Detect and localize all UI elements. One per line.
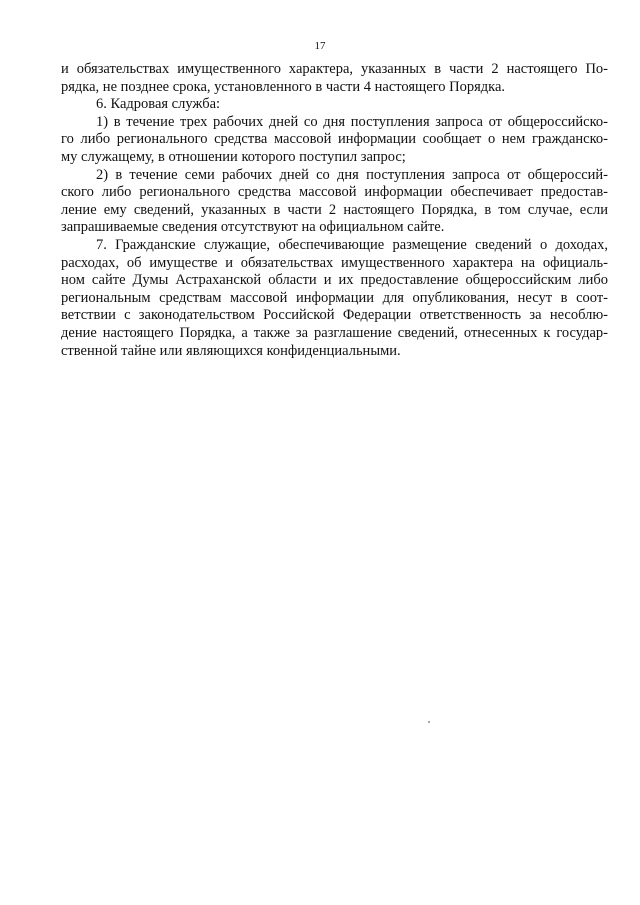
text-line: ственной тайне или являющихся конфиденциальными. [61, 342, 401, 359]
text-line: ветствии с законодательством Российской Федерации ответственность за несоблю- [61, 307, 608, 324]
document-body [61, 61, 608, 360]
text-line: дение настоящего Порядка, а также за разглашение сведений, отнесенных к государ- [61, 324, 608, 341]
text-line: го либо регионального средства массовой информации сообщает о нем гражданско- [61, 131, 608, 148]
text-line: расходах, об имуществе и обязательствах имущественного характера на официаль- [61, 254, 608, 271]
text-line: 1) в течение трех рабочих дней со дня поступления запроса от общероссийско- [96, 113, 608, 130]
text-line: 7. Гражданские служащие, обеспечивающие размещение сведений о доходах, [96, 236, 608, 253]
text-line: ского либо регионального средства массовой информации обеспечивает предостав- [61, 184, 608, 201]
text-line: му служащему, в отношении которого поступил запрос; [61, 148, 406, 165]
text-line: и обязательствах имущественного характера, указанных в части 2 настоящего По- [61, 61, 608, 77]
text-line: региональным средствам массовой информации для опубликования, несут в соот- [61, 289, 608, 306]
text-line: рядка, не позднее срока, установленного в части 4 настоящего Порядка. [61, 78, 506, 95]
text-line: запрашиваемые сведения отсутствуют на официальном сайте. [61, 219, 445, 236]
page-number: 17 [314, 40, 326, 52]
text-line: 2) в течение семи рабочих дней со дня поступления запроса от общероссий- [96, 166, 608, 183]
text-line: 6. Кадровая служба: [96, 96, 221, 113]
scan-speck [428, 721, 430, 723]
text-line: ном сайте Думы Астраханской области и их предоставление общероссийским либо [61, 272, 608, 289]
text-line: ление ему сведений, указанных в части 2 настоящего Порядка, в том случае, если [61, 201, 608, 218]
